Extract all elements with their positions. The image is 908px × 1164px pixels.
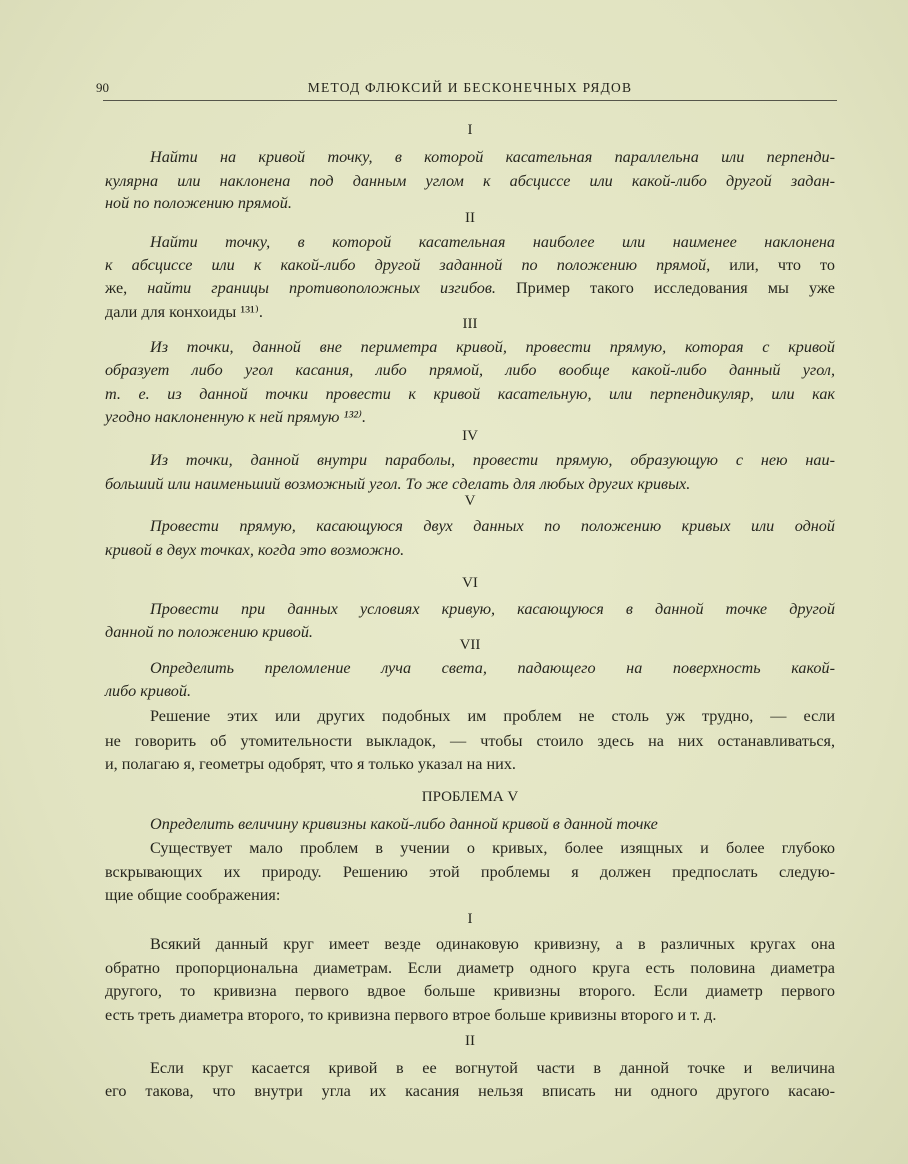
italic-text: Определить преломление луча света, падающего на поверхность какой- [150,659,835,677]
section-numeral: I [467,911,473,927]
text-line [105,170,835,192]
running-head: МЕТОД ФЛЮКСИЙ И БЕСКОНЕЧНЫХ РЯДОВ [307,80,633,95]
text-line [150,657,835,679]
text-line [105,539,835,561]
italic-text: либо кривой. [105,682,192,700]
italic-text: к абсциссе или к какой-либо другой заданной по положению прямой, [105,256,730,274]
text-line [150,837,835,859]
section-numeral: II [465,210,475,226]
roman-text: Если круг касается кривой в ее вогнутой части в данной точке и величина [150,1059,835,1077]
roman-text: дали для конхоиды ¹³¹⁾. [105,303,263,321]
section-numeral: I [467,122,473,138]
roman-text: или, что то [729,256,835,274]
roman-text: же, [105,279,148,297]
section-numeral: II [465,1033,475,1049]
text-line [105,254,835,276]
italic-text: Из точки, данной вне периметра кривой, провести прямую, которая с кривой [150,338,835,356]
page-number: 90 [96,80,109,95]
text-line [150,598,835,620]
text-line [150,1057,835,1079]
roman-text: обратно пропорциональна диаметрам. Если диаметр одного круга есть половина диаметра [105,959,835,977]
italic-text: данной по положению кривой. [105,623,313,641]
text-line [105,277,835,299]
italic-text: Из точки, данной внутри параболы, провести прямую, образующую с нею наи- [150,451,835,469]
italic-text: Провести при данных условиях кривую, касающуюся в данной точке другой [150,600,835,618]
text-line [105,861,835,883]
italic-text: Найти на кривой точку, в которой касательная параллельна или перпенди- [150,148,835,166]
text-line [105,980,835,1002]
section-numeral: V [464,493,476,509]
text-line [150,705,835,727]
italic-text: угодно наклоненную к ней прямую ¹³²⁾. [105,408,367,426]
roman-text: его такова, что внутри угла их касания нельзя вписать ни одного другого касаю- [105,1082,835,1100]
roman-text: щие общие соображения: [105,886,281,904]
italic-text: кулярна или наклонена под данным углом к абсциссе или какой-либо другой задан- [105,172,835,190]
italic-text: Провести прямую, касающуюся двух данных по положению кривых или одной [150,517,835,535]
text-line [150,933,835,955]
text-line [105,1080,835,1102]
italic-text: больший или наименьший возможный угол. То же сделать для любых других кривых. [105,475,691,493]
text-line [150,449,835,471]
italic-text: ной по положению прямой. [105,194,292,212]
section-numeral: VII [459,637,481,653]
text-line [105,753,835,775]
roman-text: Пример такого исследования мы уже [515,279,835,297]
text-line [105,957,835,979]
section-numeral: IV [462,428,478,444]
roman-text: Всякий данный круг имеет везде одинаковую кривизну, а в различных кругах она [150,935,835,953]
roman-text: вскрывающих их природу. Решению этой проблемы я должен предпослать следую- [105,863,835,881]
roman-text: есть треть диаметра второго, то кривизна первого втрое больше кривизны второго и т. д. [105,1006,717,1024]
text-line [150,813,835,835]
header-rule [103,100,837,101]
roman-text: другого, то кривизна первого вдвое больше кривизны второго. Если диаметр первого [105,982,835,1000]
italic-text: Найти точку, в которой касательная наиболее или наименее наклонена [150,233,835,251]
text-line [150,515,835,537]
text-line [150,336,835,358]
roman-text: Существует мало проблем в учении о кривых, более изящных и более глубоко [150,839,835,857]
text-line [105,680,835,702]
italic-text: кривой в двух точках, когда это возможно. [105,541,405,559]
section-numeral: ПРОБЛЕМА V [421,789,519,805]
italic-text: т. е. из данной точки провести к кривой касательную, или перпендикуляр, или как [105,385,835,403]
text-line [105,730,835,752]
section-numeral: III [462,316,478,332]
italic-text: образует либо угол касания, либо прямой, либо вообще какой-либо данный угол, [105,361,835,379]
roman-text: не говорить об утомительности выкладок, — чтобы стоило здесь на них останавливаться, [105,732,835,750]
text-line [150,231,835,253]
text-line [105,1004,835,1026]
roman-text: Решение этих или других подобных им проблем не столь уж трудно, — если [150,707,835,725]
italic-text: найти границы противоположных изгибов. [147,279,516,297]
text-line [150,146,835,168]
text-line [105,359,835,381]
section-numeral: VI [462,575,478,591]
text-line [105,884,835,906]
text-line [105,383,835,405]
roman-text: и, полагаю я, геометры одобрят, что я только указал на них. [105,755,516,773]
italic-text: Определить величину кривизны какой-либо данной кривой в данной точке [150,815,658,833]
